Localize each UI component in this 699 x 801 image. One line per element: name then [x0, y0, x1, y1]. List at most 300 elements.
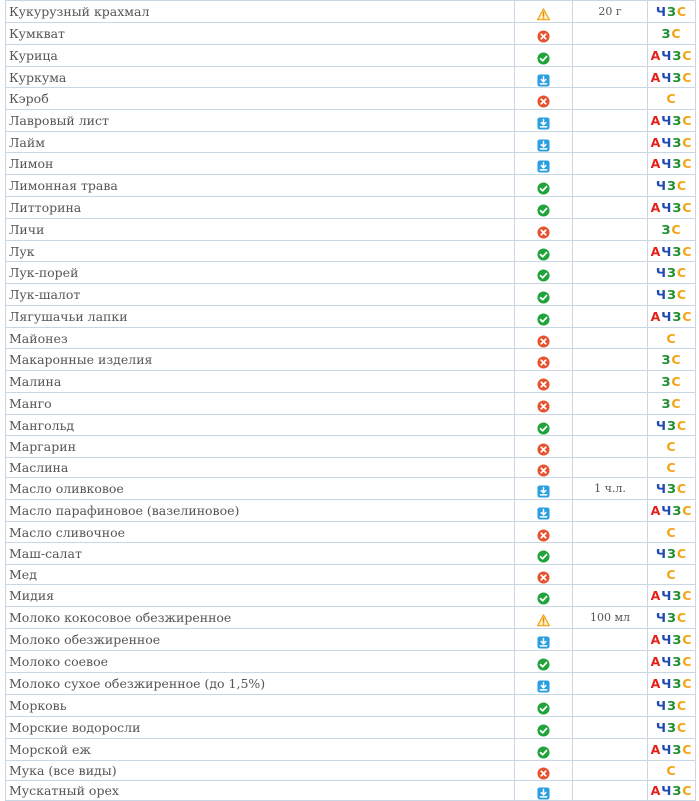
- phase-letter-s: С: [682, 676, 693, 691]
- table-row: [6, 371, 696, 393]
- product-name: Морские водоросли: [6, 717, 515, 739]
- phases-cell: [648, 565, 696, 585]
- table-row: [6, 781, 696, 801]
- status-cell: [515, 500, 573, 522]
- amount-cell: [573, 585, 648, 607]
- phase-letter-s: С: [676, 610, 688, 625]
- status-cell: [515, 67, 573, 88]
- cross-circle-icon: [537, 224, 550, 237]
- status-cell: [515, 543, 573, 565]
- phase-letter-s: С: [666, 567, 677, 582]
- amount-cell: [573, 45, 648, 67]
- phase-letter-ch: Ч: [661, 69, 673, 85]
- phase-letter-s: С: [682, 69, 693, 85]
- phase-letter-z: З: [667, 287, 677, 302]
- download-arrow-icon: [537, 678, 550, 691]
- status-cell: [515, 739, 573, 761]
- phases-cell: [648, 241, 696, 262]
- phases-cell: [648, 543, 696, 565]
- phase-letter-s: С: [682, 309, 693, 324]
- table-row: [6, 262, 696, 284]
- status-cell: [515, 175, 573, 197]
- amount-cell: [573, 153, 648, 175]
- phases-cell: [648, 88, 696, 110]
- phase-letter-a: А: [650, 134, 662, 150]
- table-row: [6, 88, 696, 110]
- product-name: Лимонная трава: [6, 175, 515, 197]
- download-arrow-icon: [537, 137, 550, 150]
- phases-cell: [648, 197, 696, 219]
- phase-letter-z: З: [672, 676, 683, 691]
- phase-letter-ch: Ч: [655, 720, 668, 735]
- phase-letter-s: С: [676, 287, 688, 302]
- phase-letter-z: З: [667, 610, 677, 625]
- phase-letter-ch: Ч: [655, 4, 668, 19]
- phase-letter-ch: Ч: [655, 610, 668, 625]
- status-cell: [515, 717, 573, 739]
- phase-letter-z: З: [667, 265, 677, 280]
- status-cell: [515, 607, 573, 629]
- phase-letter-z: З: [661, 352, 672, 367]
- status-cell: [515, 371, 573, 393]
- phase-letter-s: С: [671, 222, 682, 237]
- product-name: Лимон: [6, 153, 515, 175]
- phases-cell: [648, 478, 696, 500]
- product-name: Куркума: [6, 67, 515, 88]
- phases-cell: [648, 607, 696, 629]
- cross-circle-icon: [537, 93, 550, 106]
- product-name: Масло парафиновое (вазелиновое): [6, 500, 515, 522]
- download-arrow-icon: [537, 72, 550, 85]
- phase-letter-z: З: [672, 742, 683, 757]
- phase-letter-s: С: [666, 330, 677, 346]
- product-table-body: [6, 1, 696, 801]
- status-cell: [515, 761, 573, 781]
- product-name: Макаронные изделия: [6, 349, 515, 371]
- phase-letter-s: С: [676, 417, 688, 433]
- phases-cell: [648, 458, 696, 478]
- phase-letter-z: З: [661, 374, 672, 389]
- check-circle-icon: [537, 744, 550, 757]
- table-row: [6, 175, 696, 197]
- phase-letter-ch: Ч: [661, 654, 673, 669]
- table-row: [6, 219, 696, 241]
- phase-letter-s: С: [682, 243, 693, 259]
- phase-letter-s: С: [666, 91, 677, 106]
- product-name: Масло оливковое: [6, 478, 515, 500]
- table-row: [6, 110, 696, 132]
- phase-letter-s: С: [682, 113, 693, 128]
- check-circle-icon: [537, 311, 550, 324]
- status-cell: [515, 328, 573, 349]
- phases-cell: [648, 262, 696, 284]
- table-row: [6, 306, 696, 328]
- cross-circle-icon: [537, 376, 550, 389]
- product-name: Личи: [6, 219, 515, 241]
- product-name: Майонез: [6, 328, 515, 349]
- product-name: Кукурузный крахмал: [6, 1, 515, 23]
- phase-letter-ch: Ч: [655, 546, 668, 561]
- phase-letter-z: З: [672, 503, 683, 518]
- check-circle-icon: [537, 246, 550, 259]
- phase-letter-ch: Ч: [661, 676, 673, 691]
- check-circle-icon: [537, 289, 550, 302]
- status-cell: [515, 629, 573, 651]
- status-cell: [515, 23, 573, 45]
- phase-letter-ch: Ч: [661, 156, 673, 171]
- phase-letter-s: С: [676, 4, 688, 19]
- status-cell: [515, 45, 573, 67]
- phase-letter-z: З: [672, 309, 683, 324]
- download-arrow-icon: [537, 115, 550, 128]
- table-row: [6, 717, 696, 739]
- phase-letter-ch: Ч: [661, 503, 673, 518]
- check-circle-icon: [537, 548, 550, 561]
- phase-letter-z: З: [672, 69, 683, 85]
- amount-cell: [573, 695, 648, 717]
- phase-letter-s: С: [676, 265, 688, 280]
- status-cell: [515, 284, 573, 306]
- amount-cell: [573, 262, 648, 284]
- status-cell: [515, 262, 573, 284]
- product-name: Кэроб: [6, 88, 515, 110]
- table-row: [6, 522, 696, 543]
- phase-letter-ch: Ч: [661, 113, 673, 128]
- phases-cell: [648, 522, 696, 543]
- product-name: Мед: [6, 565, 515, 585]
- phase-letter-z: З: [667, 720, 677, 735]
- phases-cell: [648, 781, 696, 801]
- phase-letter-s: С: [682, 588, 693, 603]
- phase-letter-ch: Ч: [661, 134, 673, 150]
- phase-letter-s: С: [671, 352, 682, 367]
- phase-letter-ch: Ч: [655, 417, 668, 433]
- table-row: [6, 629, 696, 651]
- cross-circle-icon: [537, 527, 550, 540]
- product-name: Лайм: [6, 132, 515, 153]
- phase-letter-z: З: [672, 200, 683, 215]
- phases-cell: [648, 219, 696, 241]
- status-cell: [515, 219, 573, 241]
- table-row: [6, 458, 696, 478]
- phase-letter-s: С: [676, 546, 688, 561]
- product-name: Литторина: [6, 197, 515, 219]
- phase-letter-s: С: [666, 763, 677, 778]
- phase-letter-s: С: [676, 481, 688, 496]
- amount-cell: [573, 110, 648, 132]
- status-cell: [515, 651, 573, 673]
- table-row: [6, 67, 696, 88]
- phase-letter-ch: Ч: [661, 632, 673, 647]
- amount-cell: [573, 241, 648, 262]
- phases-cell: [648, 739, 696, 761]
- table-row: [6, 565, 696, 585]
- table-row: [6, 415, 696, 436]
- check-circle-icon: [537, 50, 550, 63]
- phases-cell: [648, 1, 696, 23]
- table-row: [6, 153, 696, 175]
- phase-letter-s: С: [682, 200, 693, 215]
- phase-letter-a: А: [650, 200, 662, 215]
- amount-cell: [573, 393, 648, 415]
- cross-circle-icon: [537, 354, 550, 367]
- phase-letter-a: А: [650, 156, 662, 171]
- amount-cell: [573, 673, 648, 695]
- amount-cell: [573, 132, 648, 153]
- amount-cell: [573, 781, 648, 801]
- phase-letter-a: А: [650, 783, 662, 798]
- cross-circle-icon: [537, 569, 550, 582]
- table-row: [6, 761, 696, 781]
- phase-letter-s: С: [666, 460, 677, 475]
- product-name: Лавровый лист: [6, 110, 515, 132]
- table-row: [6, 673, 696, 695]
- table-row: [6, 478, 696, 500]
- phase-letter-s: С: [666, 439, 677, 454]
- status-cell: [515, 88, 573, 110]
- amount-cell: [573, 371, 648, 393]
- phase-letter-s: С: [671, 374, 682, 389]
- status-cell: [515, 393, 573, 415]
- phase-letter-z: З: [667, 698, 677, 713]
- amount-cell: [573, 436, 648, 458]
- status-cell: [515, 415, 573, 436]
- phases-cell: [648, 436, 696, 458]
- phases-cell: [648, 500, 696, 522]
- phase-letter-a: А: [650, 48, 662, 63]
- amount-cell: [573, 717, 648, 739]
- phase-letter-ch: Ч: [655, 287, 668, 302]
- amount-cell: [573, 500, 648, 522]
- phase-letter-z: З: [667, 417, 677, 433]
- amount-cell: [573, 88, 648, 110]
- phase-letter-z: З: [661, 222, 672, 237]
- status-cell: [515, 110, 573, 132]
- phases-cell: [648, 717, 696, 739]
- phase-letter-z: З: [672, 243, 683, 259]
- check-circle-icon: [537, 722, 550, 735]
- phase-letter-s: С: [682, 134, 693, 150]
- product-name: Лук-порей: [6, 262, 515, 284]
- amount-cell: [573, 219, 648, 241]
- phase-letter-z: З: [672, 48, 683, 63]
- product-name: Морской еж: [6, 739, 515, 761]
- table-row: [6, 45, 696, 67]
- phases-cell: [648, 629, 696, 651]
- amount-cell: [573, 306, 648, 328]
- amount-cell: [573, 197, 648, 219]
- amount-cell: [573, 651, 648, 673]
- phase-letter-s: С: [682, 632, 693, 647]
- phases-cell: [648, 673, 696, 695]
- product-name: Морковь: [6, 695, 515, 717]
- phases-cell: [648, 45, 696, 67]
- phases-cell: [648, 585, 696, 607]
- phase-letter-a: А: [650, 69, 662, 85]
- status-cell: [515, 241, 573, 262]
- product-table: [5, 0, 696, 801]
- amount-cell: [573, 328, 648, 349]
- phase-letter-a: А: [650, 676, 662, 691]
- table-row: [6, 607, 696, 629]
- phase-letter-ch: Ч: [655, 178, 668, 193]
- product-name: Мускатный орех: [6, 781, 515, 801]
- product-name: Кумкват: [6, 23, 515, 45]
- table-row: [6, 436, 696, 458]
- phase-letter-a: А: [650, 243, 662, 259]
- status-cell: [515, 781, 573, 801]
- table-row: [6, 500, 696, 522]
- status-cell: [515, 306, 573, 328]
- product-name: Мангольд: [6, 415, 515, 436]
- table-row: [6, 585, 696, 607]
- phases-cell: [648, 306, 696, 328]
- phase-letter-s: С: [676, 178, 688, 193]
- status-cell: [515, 197, 573, 219]
- phase-letter-z: З: [672, 654, 683, 669]
- phase-letter-z: З: [667, 178, 677, 193]
- status-cell: [515, 522, 573, 543]
- phases-cell: [648, 132, 696, 153]
- download-arrow-icon: [537, 158, 550, 171]
- download-arrow-icon: [537, 634, 550, 647]
- status-cell: [515, 132, 573, 153]
- phase-letter-s: С: [682, 48, 693, 63]
- download-arrow-icon: [537, 785, 550, 798]
- phase-letter-s: С: [682, 156, 693, 171]
- cross-circle-icon: [537, 398, 550, 411]
- check-circle-icon: [537, 202, 550, 215]
- check-circle-icon: [537, 656, 550, 669]
- status-cell: [515, 478, 573, 500]
- phase-letter-a: А: [650, 309, 662, 324]
- phases-cell: [648, 67, 696, 88]
- phases-cell: [648, 153, 696, 175]
- phase-letter-z: З: [667, 546, 677, 561]
- product-name: Лук: [6, 241, 515, 262]
- check-circle-icon: [537, 700, 550, 713]
- status-cell: [515, 153, 573, 175]
- product-name: Молоко кокосовое обезжиренное: [6, 607, 515, 629]
- phases-cell: [648, 328, 696, 349]
- product-name: Маслина: [6, 458, 515, 478]
- warning-triangle-icon: [537, 6, 550, 19]
- phase-letter-s: С: [682, 742, 693, 757]
- table-row: [6, 393, 696, 415]
- amount-cell: 100 мл: [573, 607, 648, 629]
- product-name: Маш-салат: [6, 543, 515, 565]
- product-name: Мука (все виды): [6, 761, 515, 781]
- table-row: [6, 241, 696, 262]
- phase-letter-ch: Ч: [655, 698, 668, 713]
- phase-letter-s: С: [671, 26, 682, 41]
- cross-circle-icon: [537, 765, 550, 778]
- product-name: Масло сливочное: [6, 522, 515, 543]
- table-row: [6, 284, 696, 306]
- phases-cell: [648, 23, 696, 45]
- phase-letter-z: З: [672, 783, 683, 798]
- amount-cell: [573, 349, 648, 371]
- phases-cell: [648, 110, 696, 132]
- phase-letter-a: А: [650, 654, 662, 669]
- phase-letter-z: З: [661, 26, 672, 41]
- amount-cell: [573, 458, 648, 478]
- status-cell: [515, 673, 573, 695]
- phase-letter-s: С: [676, 720, 688, 735]
- amount-cell: [573, 175, 648, 197]
- table-row: [6, 739, 696, 761]
- phase-letter-a: А: [650, 113, 662, 128]
- cross-circle-icon: [537, 462, 550, 475]
- phase-letter-ch: Ч: [661, 588, 673, 603]
- product-name: Молоко соевое: [6, 651, 515, 673]
- phases-cell: [648, 175, 696, 197]
- phase-letter-s: С: [682, 783, 693, 798]
- warning-triangle-icon: [537, 612, 550, 625]
- table-row: [6, 197, 696, 219]
- phase-letter-s: С: [666, 524, 677, 540]
- phases-cell: [648, 651, 696, 673]
- table-row: [6, 695, 696, 717]
- phase-letter-s: С: [682, 503, 693, 518]
- amount-cell: [573, 739, 648, 761]
- check-circle-icon: [537, 267, 550, 280]
- phase-letter-z: З: [672, 588, 683, 603]
- status-cell: [515, 695, 573, 717]
- product-name: Молоко сухое обезжиренное (до 1,5%): [6, 673, 515, 695]
- amount-cell: 20 г: [573, 1, 648, 23]
- amount-cell: [573, 543, 648, 565]
- phase-letter-a: А: [650, 503, 662, 518]
- phases-cell: [648, 349, 696, 371]
- amount-cell: [573, 629, 648, 651]
- phase-letter-ch: Ч: [661, 783, 673, 798]
- amount-cell: [573, 522, 648, 543]
- phase-letter-a: А: [650, 742, 662, 757]
- phase-letter-ch: Ч: [661, 309, 673, 324]
- check-circle-icon: [537, 180, 550, 193]
- phases-cell: [648, 371, 696, 393]
- phase-letter-ch: Ч: [661, 48, 673, 63]
- status-cell: [515, 458, 573, 478]
- table-row: [6, 23, 696, 45]
- amount-cell: [573, 565, 648, 585]
- phases-cell: [648, 393, 696, 415]
- phase-letter-s: С: [671, 396, 682, 411]
- table-row: [6, 132, 696, 153]
- check-circle-icon: [537, 590, 550, 603]
- phase-letter-ch: Ч: [655, 481, 668, 496]
- phases-cell: [648, 415, 696, 436]
- product-name: Лук-шалот: [6, 284, 515, 306]
- amount-cell: [573, 761, 648, 781]
- phase-letter-z: З: [672, 632, 683, 647]
- check-circle-icon: [537, 420, 550, 433]
- download-arrow-icon: [537, 505, 550, 518]
- amount-cell: [573, 284, 648, 306]
- table-row: [6, 543, 696, 565]
- status-cell: [515, 349, 573, 371]
- phase-letter-s: С: [682, 654, 693, 669]
- phase-letter-ch: Ч: [655, 265, 668, 280]
- product-name: Курица: [6, 45, 515, 67]
- table-row: [6, 1, 696, 23]
- amount-cell: [573, 415, 648, 436]
- product-name: Лягушачьи лапки: [6, 306, 515, 328]
- phase-letter-z: З: [661, 396, 672, 411]
- phase-letter-z: З: [672, 134, 683, 150]
- product-name: Малина: [6, 371, 515, 393]
